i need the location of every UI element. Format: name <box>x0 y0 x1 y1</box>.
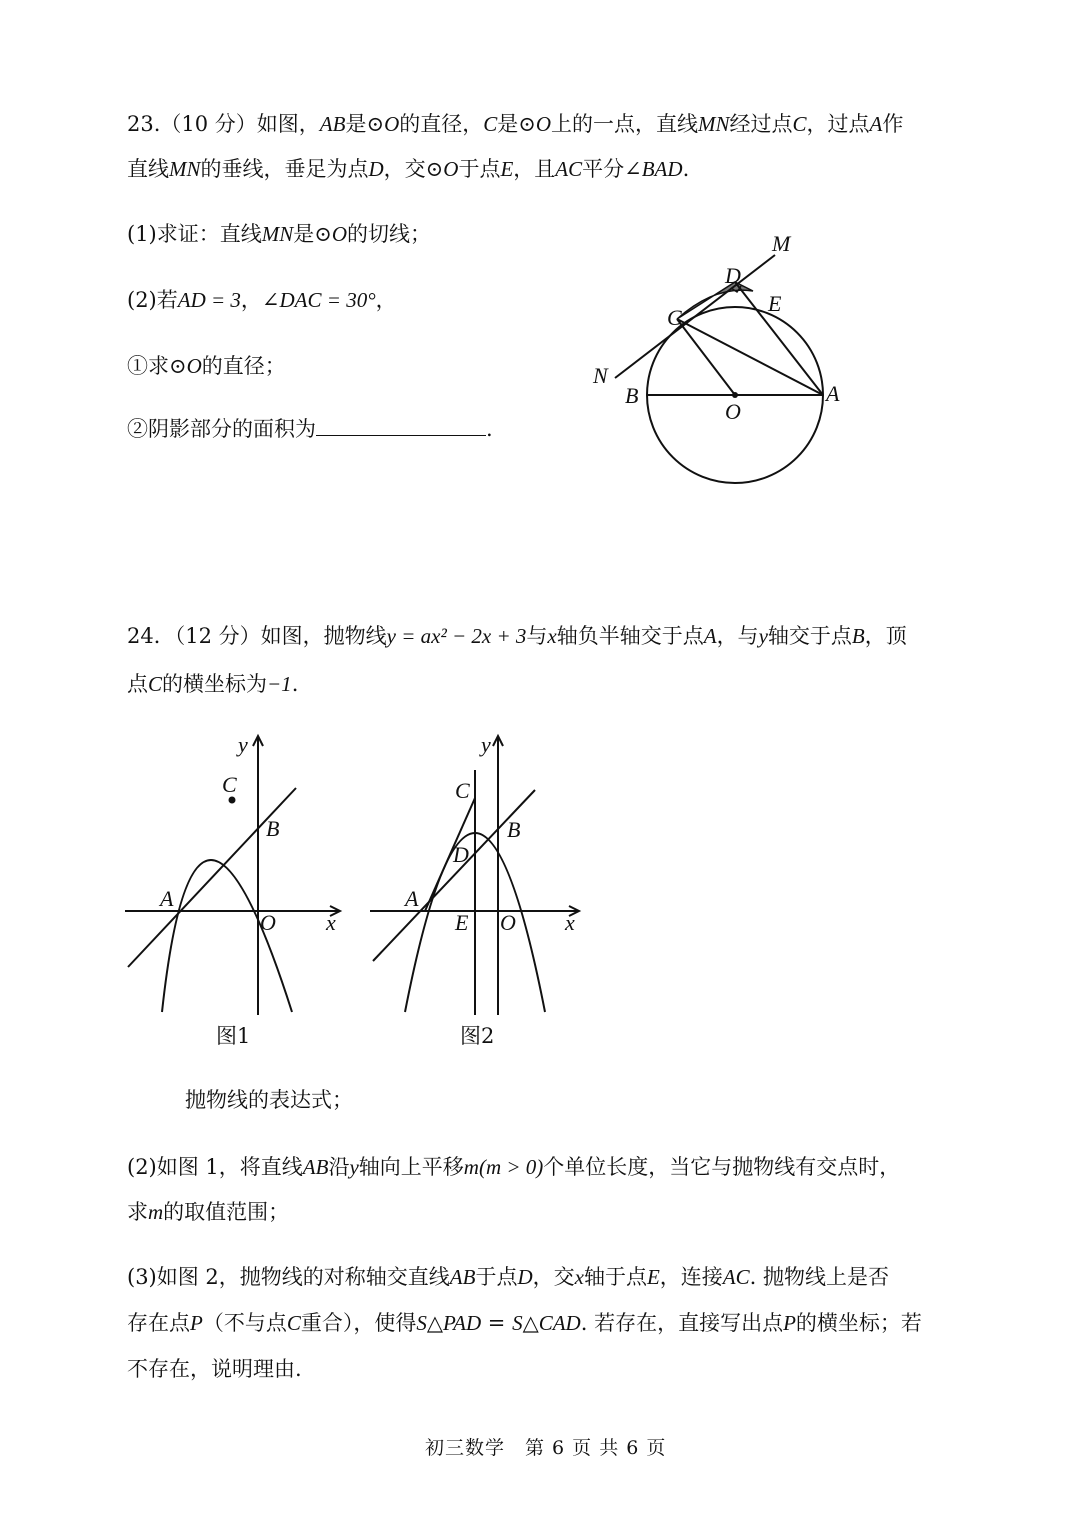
segment-ac <box>677 319 823 395</box>
q24-part-2-line-1: (2)如图 1，将直线AB沿y轴向上平移m(m > 0)个单位长度，当它与抛物线有交点时， <box>127 1155 901 1179</box>
label-x: x <box>565 910 575 935</box>
label-d: D <box>453 842 469 867</box>
label-o: O <box>260 910 276 935</box>
answer-blank[interactable] <box>316 415 486 436</box>
label-y: y <box>238 732 248 757</box>
figure-2-caption: 图2 <box>460 1024 495 1048</box>
label-e: E <box>768 291 782 316</box>
line-mn <box>615 255 775 378</box>
q23-part-1: (1)求证：直线MN是⊙O的切线； <box>127 222 432 246</box>
q23-line-1: 23.（10 分）如图，AB是⊙O的直径，C是⊙O上的一点，直线MN经过点C，过点A作 <box>127 112 904 136</box>
q24-part-3-line-3: 不存在，说明理由. <box>127 1357 302 1381</box>
q23-part-2-1: ①求⊙O的直径； <box>127 354 286 378</box>
q23-part-2: (2)若AD = 3，∠DAC = 30°， <box>127 288 397 312</box>
q24-line-2: 点C的横坐标为−1. <box>127 672 299 696</box>
q24-line-1: 24．（12 分）如图，抛物线y = ax² − 2x + 3与x轴负半轴交于点A，与y轴交于点B，顶 <box>127 624 907 648</box>
label-e: E <box>455 910 469 935</box>
label-a: A <box>160 886 174 911</box>
line-ab <box>128 788 296 967</box>
label-b: B <box>507 817 521 842</box>
label-d: D <box>725 263 741 288</box>
label-a: A <box>826 381 840 406</box>
label-y: y <box>481 732 491 757</box>
q24-part-1: 抛物线的表达式； <box>185 1088 353 1112</box>
q24-figure-1 <box>120 730 350 1020</box>
label-m: M <box>772 231 791 256</box>
q24-part-3-line-2: 存在点P（不与点C重合），使得S△PAD = S△CAD. 若存在，直接写出点P的横坐标；若 <box>127 1311 922 1335</box>
q24-figure-2 <box>365 730 595 1020</box>
figure-1-caption: 图1 <box>216 1024 251 1048</box>
q23-line-2: 直线MN的垂线，垂足为点D，交⊙O于点E，且AC平分∠BAD. <box>127 157 690 181</box>
label-o: O <box>500 910 516 935</box>
segment-oc <box>677 319 735 395</box>
vertex-c <box>229 797 236 804</box>
q24-part-3-line-1: (3)如图 2，抛物线的对称轴交直线AB于点D，交x轴于点E，连接AC. 抛物线上是否 <box>127 1265 889 1289</box>
point-o <box>732 392 738 398</box>
page-footer: 初三数学 第 6 页 共 6 页 <box>425 1437 667 1459</box>
label-a: A <box>405 886 419 911</box>
line-ab <box>373 790 535 961</box>
label-o: O <box>725 399 741 424</box>
label-c: C <box>455 778 470 803</box>
label-b: B <box>266 816 280 841</box>
label-c: C <box>667 305 682 330</box>
q24-part-2-line-2: 求m的取值范围； <box>127 1200 290 1224</box>
parabola <box>162 860 292 1012</box>
q23-circle-figure <box>585 225 875 495</box>
label-b: B <box>625 383 639 408</box>
label-x: x <box>326 910 336 935</box>
label-n: N <box>593 363 608 388</box>
q23-part-2-2: ②阴影部分的面积为 . <box>127 417 493 441</box>
label-c: C <box>222 772 237 797</box>
